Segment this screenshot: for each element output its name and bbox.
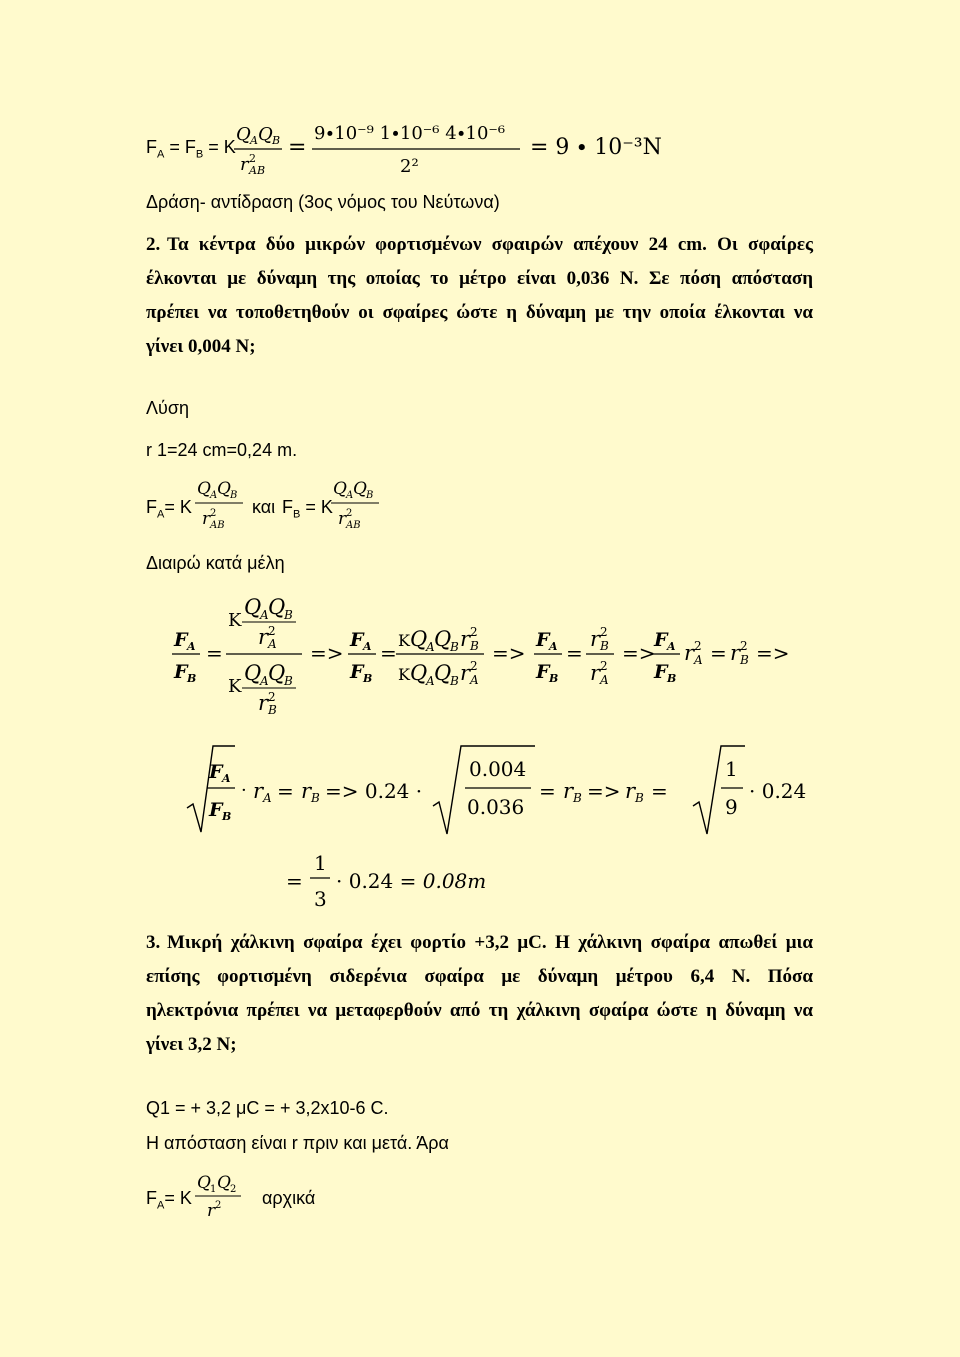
svg-text:r: r [258,691,269,715]
svg-text:Q: Q [434,627,452,651]
svg-text:Q: Q [197,479,211,499]
one-third-num: 1 [725,757,738,781]
svg-text:=: = [710,641,727,665]
svg-text:B: B [667,672,677,685]
svg-text:=: = [288,135,307,160]
svg-text:=>: => [756,641,790,665]
svg-text:A: A [346,490,354,501]
value-0036: 0.036 [467,795,525,819]
svg-text:=>: => [492,641,526,665]
svg-text:AB: AB [346,520,361,531]
svg-text:2: 2 [210,508,217,519]
newton-third-law-note: Δράση- αντίδραση (3ος νόμος του Νεύτωνα) [146,192,500,212]
svg-text:Q: Q [258,124,273,145]
svg-text:2: 2 [470,625,478,639]
svg-text:r: r [202,509,211,529]
svg-text:Q: Q [434,661,452,685]
svg-text:2: 2 [346,508,353,519]
svg-text:A: A [549,640,558,653]
svg-text:A: A [363,640,372,653]
problem-3-line-3: ηλεκτρόνια πρέπει να μεταφερθούν από τη χάλκινη σφαίρα ώστε η δύναμη να [146,1000,813,1021]
given-distance: r 1=24 cm=0,24 m. [146,440,298,460]
svg-text:B: B [363,672,373,685]
problem-2-line-4: γίνει 0,004 N; [146,336,256,357]
svg-text:B: B [284,608,293,622]
svg-text:r: r [625,779,636,803]
svg-text:2: 2 [215,1200,222,1211]
svg-text:r: r [240,154,249,175]
svg-text:Q: Q [236,124,251,145]
final-result-line [284,848,544,912]
svg-text:B: B [573,791,582,805]
svg-text:A: A [600,673,609,687]
svg-text:F: F [536,661,550,683]
svg-text:A: A [426,674,435,688]
svg-text:B: B [600,639,609,653]
svg-text:Q: Q [244,661,262,685]
ratio-derivation [170,588,850,728]
svg-text:2: 2 [600,659,608,673]
value-0004: 0.004 [469,757,527,781]
svg-text:Q: Q [410,627,428,651]
svg-text:1: 1 [210,1184,217,1195]
svg-text:K: K [228,676,242,697]
svg-text:F: F [174,629,188,651]
fb-fraction [329,472,389,536]
problem-3-line-1: Μικρή χάλκινη σφαίρα έχει φορτίο +3,2 μC. Η χάλκινη σφαίρα απωθεί μια [167,932,813,953]
and-word: και [252,497,276,517]
svg-text:Q: Q [353,479,367,499]
svg-text:F: F [209,761,223,783]
svg-text:2: 2 [268,690,276,704]
svg-text:B: B [740,653,749,667]
svg-text:r: r [563,779,574,803]
svg-text:K: K [398,665,410,684]
svg-text:3: 3 [314,887,327,911]
initially-word: αρχικά [262,1188,316,1208]
svg-text:Q: Q [410,661,428,685]
svg-text:·: · [241,780,247,801]
svg-text:B: B [450,640,459,654]
svg-text:F: F [536,629,550,651]
svg-text:=: = [539,779,556,803]
svg-text:F: F [654,629,668,651]
svg-text:Q: Q [268,595,286,619]
svg-text:2: 2 [230,1184,237,1195]
svg-text:B: B [268,703,277,717]
svg-text:A: A [260,674,269,688]
svg-text:B: B [311,791,320,805]
svg-text:2: 2 [470,659,478,673]
svg-text:A: A [667,640,676,653]
svg-text:· 0.24 = 0.08m: · 0.24 = 0.08m [336,869,487,893]
svg-text:r: r [460,661,471,685]
svg-text:B: B [284,674,293,688]
svg-text:K: K [398,631,410,650]
problem-3-number: 3. [146,932,161,953]
svg-text:Q: Q [268,661,286,685]
svg-text:r: r [460,627,471,651]
sqrt-derivation [185,742,825,842]
svg-text:B: B [230,490,238,501]
svg-text:r: r [207,1201,216,1221]
svg-text:A: A [250,134,258,147]
svg-text:A: A [694,653,703,667]
svg-text:=> 0.24 ·: => 0.24 · [325,779,423,803]
svg-text:F: F [350,629,364,651]
svg-text:F: F [174,661,188,683]
problem-3-line-2: επίσης φορτισμένη σιδερένια σφαίρα με δύναμη μέτρου 6,4 N. Πόσα [146,966,813,987]
svg-text:r: r [253,779,264,803]
svg-text:Q: Q [217,479,231,499]
svg-text:=: = [566,641,583,665]
fa-initial-label: $F_A= K$ [146,1188,192,1212]
svg-text:=: = [286,869,303,893]
svg-text:=>: => [587,779,621,803]
svg-text:r: r [301,779,312,803]
svg-text:2: 2 [600,625,608,639]
svg-text:r: r [338,509,347,529]
svg-text:1: 1 [314,851,327,875]
divide-note: Διαιρώ κατά μέλη [146,553,285,573]
fa-initial-fraction [193,1168,249,1224]
svg-text:AB: AB [249,164,266,177]
charge-given: Q1 = + 3,2 μC = + 3,2x10-6 C. [146,1098,389,1118]
svg-text:F: F [654,661,668,683]
svg-text:F: F [350,661,364,683]
svg-text:B: B [635,791,644,805]
svg-text:=: = [651,779,668,803]
svg-text:Q: Q [217,1173,231,1193]
svg-text:2: 2 [268,624,276,638]
svg-text:r: r [258,625,269,649]
solution-heading: Λύση [146,398,189,418]
svg-text:F: F [209,799,223,821]
svg-text:=: = [380,641,397,665]
svg-text:2: 2 [249,152,256,165]
svg-text:=>: => [310,641,344,665]
formula-denominator: 2² [400,156,419,177]
svg-text:Q: Q [197,1173,211,1193]
svg-text:B: B [272,134,281,147]
coulomb-result-formula [230,112,700,182]
svg-text:=: = [206,641,223,665]
svg-text:A: A [260,608,269,622]
svg-text:B: B [549,672,559,685]
svg-text:B: B [450,674,459,688]
problem-2-line-2: έλκονται με δύναμη της οποίας το μέτρο είναι 0,036 N. Σε πόση απόσταση [146,268,813,289]
fa-fraction [193,472,253,536]
problem-2-line-3: πρέπει να τοποθετηθούν οι σφαίρες ώστε η δύναμη με την οποία έλκονται να [146,302,813,323]
svg-text:B: B [366,490,374,501]
svg-text:K: K [228,610,242,631]
svg-text:Q: Q [244,595,262,619]
formula-result: = 9 ∙ 10⁻³N [530,135,662,160]
svg-text:A: A [222,772,231,785]
problem-2-line-1: Τα κέντρα δύο μικρών φορτισμένων σφαιρών απέχουν 24 cm. Οι σφαίρες [167,234,813,255]
svg-text:r: r [590,661,601,685]
svg-text:r: r [590,627,601,651]
svg-text:AB: AB [210,520,225,531]
fb-label: $F_B = K$ [282,497,333,521]
svg-text:A: A [187,640,196,653]
svg-text:B: B [222,810,232,823]
svg-text:2: 2 [740,639,748,653]
svg-text:A: A [263,791,272,805]
problem-2-number: 2. [146,234,161,255]
formula-numerator: 9∙10⁻⁹ 1∙10⁻⁶ 4∙10⁻⁶ [314,123,506,144]
svg-text:=: = [277,779,294,803]
nine-den: 9 [725,795,738,819]
svg-text:B: B [470,639,479,653]
svg-text:A: A [470,673,479,687]
svg-text:A: A [268,637,277,651]
svg-text:r: r [730,641,741,665]
distance-note: Η απόσταση είναι r πριν και μετά. Άρα [146,1133,449,1153]
svg-text:A: A [210,490,218,501]
formula-lhs-label: $F_A = F_B = K$ [146,137,236,161]
svg-text:2: 2 [694,639,702,653]
svg-text:=>: => [622,641,656,665]
svg-text:Q: Q [333,479,347,499]
fa-label: $F_A= K$ [146,497,192,521]
problem-3-line-4: γίνει 3,2 N; [146,1034,237,1055]
svg-text:· 0.24: · 0.24 [749,779,807,803]
svg-text:B: B [187,672,197,685]
svg-text:A: A [426,640,435,654]
svg-text:r: r [684,641,695,665]
